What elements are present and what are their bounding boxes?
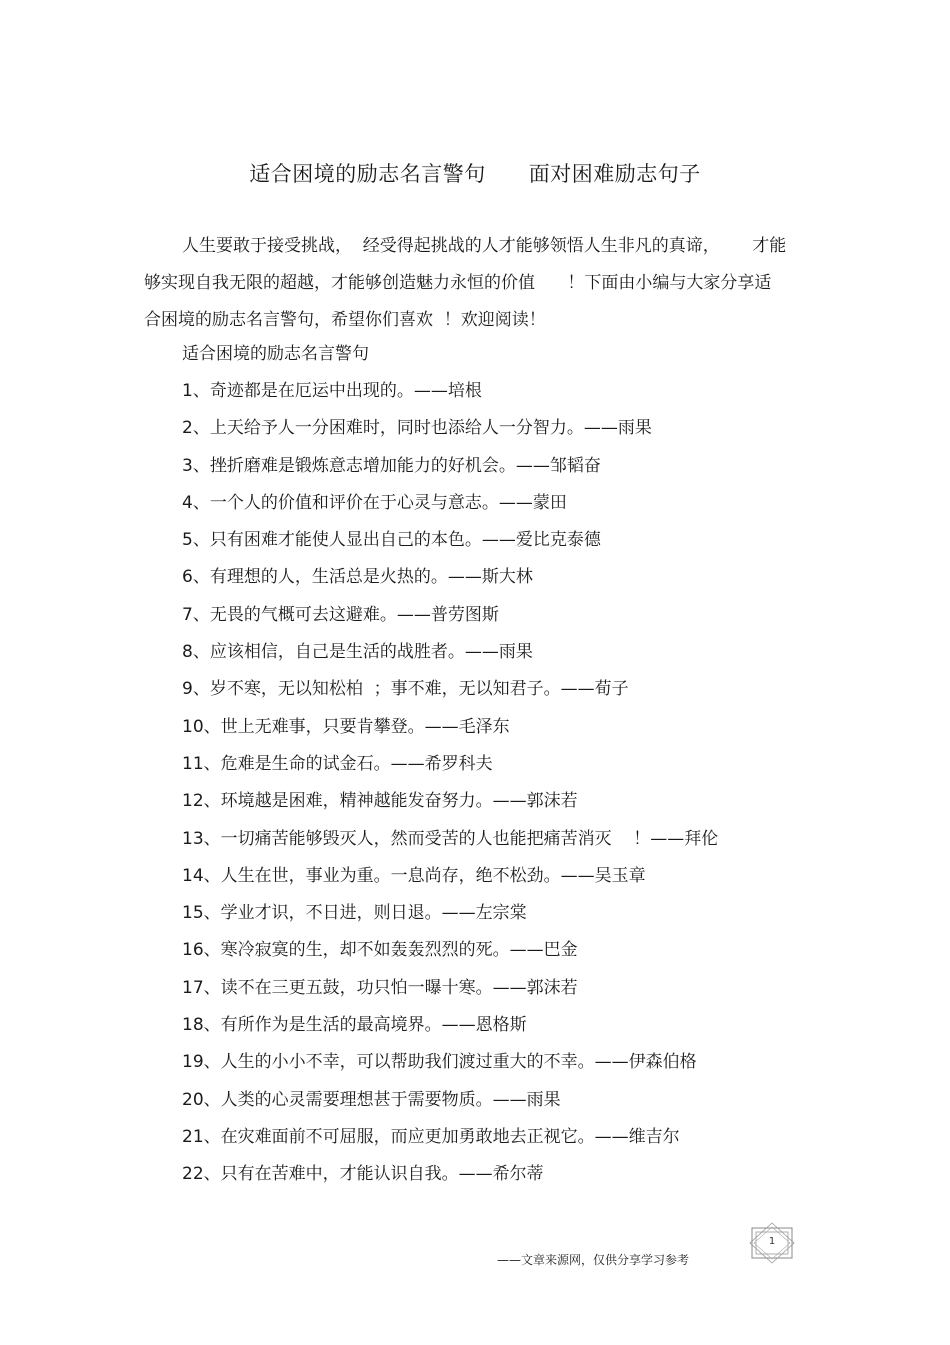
intro-line: 够实现自我无限的超越，才能够创造魅力永恒的价值 ！下面由小编与大家分享适 xyxy=(144,273,772,293)
quote-item: 16、寒冷寂寞的生，却不如轰轰烈烈的死。——巴金 xyxy=(182,940,578,961)
list-heading: 适合困境的励志名言警句 xyxy=(182,344,369,364)
quote-item: 10、世上无难事，只要肯攀登。——毛泽东 xyxy=(182,716,510,737)
quote-item: 22、只有在苦难中，才能认识自我。——希尔蒂 xyxy=(182,1164,544,1185)
quote-item: 14、人生在世，事业为重。一息尚存，绝不松劲。——吴玉章 xyxy=(182,865,646,886)
page-number: 1 xyxy=(768,1236,776,1247)
quote-item: 5、只有困难才能使人显出自己的本色。——爱比克泰德 xyxy=(182,530,601,551)
quote-item: 15、学业才识，不日进，则日退。——左宗棠 xyxy=(182,903,527,924)
quote-item: 13、一切痛苦能够毁灭人，然而受苦的人也能把痛苦消灭 ！——拜伦 xyxy=(182,828,719,849)
quote-item: 8、应该相信，自己是生活的战胜者。——雨果 xyxy=(182,642,533,663)
quote-item: 11、危难是生命的试金石。——希罗科夫 xyxy=(182,753,493,774)
quote-item: 17、读不在三更五鼓，功只怕一曝十寒。——郭沫若 xyxy=(182,977,578,998)
quote-item: 4、一个人的价值和评价在于心灵与意志。——蒙田 xyxy=(182,492,567,513)
quote-item: 7、无畏的气概可去这避难。——普劳图斯 xyxy=(182,604,499,625)
document-title: 适合困境的励志名言警句 面对困难励志句子 xyxy=(249,162,701,186)
quote-item: 12、环境越是困难，精神越能发奋努力。——郭沫若 xyxy=(182,791,578,812)
page-number-badge xyxy=(748,1222,796,1264)
quote-item: 1、奇迹都是在厄运中出现的。——培根 xyxy=(182,381,482,401)
quote-list xyxy=(182,373,822,1194)
intro-paragraph xyxy=(144,228,808,339)
quote-item: 6、有理想的人，生活总是火热的。——斯大林 xyxy=(182,567,533,588)
quote-item: 21、在灾难面前不可屈服，而应更加勇敢地去正视它。——维吉尔 xyxy=(182,1126,680,1147)
quote-item: 2、上天给予人一分困难时，同时也添给人一分智力。——雨果 xyxy=(182,418,652,439)
quote-item: 19、人生的小小不幸，可以帮助我们渡过重大的不幸。——伊森伯格 xyxy=(182,1052,697,1073)
quote-item: 18、有所作为是生活的最高境界。——恩格斯 xyxy=(182,1015,527,1036)
quote-item: 20、人类的心灵需要理想甚于需要物质。——雨果 xyxy=(182,1089,561,1110)
quote-item: 9、岁不寒，无以知松柏 ；事不难，无以知君子。——荀子 xyxy=(182,679,629,700)
intro-line: 合困境的励志名言警句，希望你们喜欢 ！欢迎阅读！ xyxy=(144,310,546,330)
intro-line: 人生要敢于接受挑战， 经受得起挑战的人才能够领悟人生非凡的真谛， 才能 xyxy=(182,236,787,256)
footer-source-note: ——文章来源网，仅供分享学习参考 xyxy=(497,1253,690,1267)
quote-item: 3、挫折磨难是锻炼意志增加能力的好机会。——邹韬奋 xyxy=(182,455,601,476)
